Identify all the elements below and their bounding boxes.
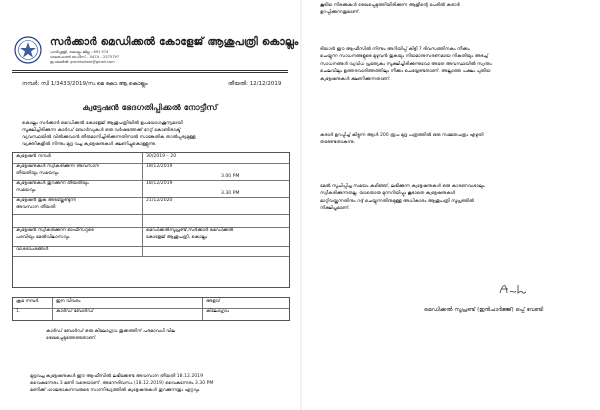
item-quantity: കിലോഗ്രാം (206, 309, 230, 314)
column-header: ക്രമ നമ്പർ (13, 298, 53, 308)
header-rule (12, 70, 288, 71)
quotation-details-table (12, 152, 290, 288)
text-line: നിക്ഷിപ്തമാണ്. (320, 206, 350, 212)
text-line: സാധനങ്ങൾ വ്യവിധ പ്രത്യേകം സൂക്ഷിച്ചിരിക്കുന്നുവോ അതേ അവസ്ഥയിൽ സ്വന്തം (320, 61, 492, 67)
table-row (13, 163, 289, 181)
text-line: രേഖപ്പെടുത്തേണ്ടതാണ്. (46, 336, 97, 341)
detail-label: വിശദാംശങ്ങൾ (13, 246, 143, 256)
contract-paragraph (320, 2, 588, 17)
table-row (13, 197, 289, 215)
text-line: വ്യക്തികളിൽ നിന്നും മുദ്ര വച്ച ക്വട്ടേഷനുകൾ ക്ഷണിച്ചുകൊള്ളുന്നു. (22, 142, 157, 147)
email-line: ഇ-മെയിൽ: gmchkollam@gmail.com (50, 60, 115, 64)
item-number: 1. (13, 308, 53, 320)
signature-mark (498, 281, 528, 297)
text-line: കൊല്ലം സർക്കാർ മെഡിക്കൽ കോളേജ് ആശുപത്രിയിൽ ഉപയോഗശൂന്യമായി (22, 121, 183, 126)
detail-value: 18/12/2019 (146, 164, 173, 169)
detail-label: ക്വട്ടേഷനുകൾ സ്വീകരിക്കുന്ന അവസാന തീയതിയും സമയവും (13, 163, 143, 180)
text-line: വ്യവസ്ഥയിൽ വിൽക്കുവാൻ തീരുമാനിച്ചിരിക്കുന്നതിനാൽ സാങ്കേതിക താൽപ്പര്യമുള്ള (22, 135, 196, 140)
text-line: കരാർ ഉറപ്പിച്ച് കിട്ടുന്ന ആൾ 200 രൂപ മുദ്ര പത്രത്തിൽ ഒരു സമ്മതപത്രം എഴുതി (320, 133, 484, 138)
items-table (12, 297, 290, 321)
text-line: ഉറപ്പിക്കുന്നതുമാണ്. (320, 10, 361, 16)
intro-paragraph (22, 120, 290, 148)
text-line: സ്വീകരിക്കുന്നതല്ല. യാതൊരു മുന്നറിയിപ്പും കൂടാതെ ക്വട്ടേഷനുകൾ (320, 191, 456, 197)
detail-label: ക്വട്ടേഷൻ നമ്പർ (13, 153, 143, 163)
right-document-page (302, 0, 600, 410)
opening-time: 3.30 PM (221, 191, 240, 196)
text-line: ക്വട്ടേഷനുകൾ ക്ഷണിക്കുന്നതാണ്. (320, 76, 391, 82)
detail-value: മെഡിക്കൽസൂപ്രണ്ട്,സർക്കാർ മെഡിക്കൽ കോളേജ് ആശുപത്രി, കൊല്ലം (146, 228, 234, 240)
text-line: കാർഡ് ബോർഡ് ഒരു കിലോഗ്രാം തൂക്കത്തിന് പരമാവധി വില (46, 329, 176, 334)
removal-paragraph (320, 46, 588, 83)
address-line: പാരിപ്പള്ളി, കൊല്ലം ജില്ല – 691 574 (50, 50, 109, 54)
detail-label: ക്വട്ടേഷൻ തുക അടയ്ക്കേണ്ടുന്ന അവസാന തീയതി (13, 197, 143, 214)
notice-subject: ക്വട്ടേഷൻ ഭേദഗതിപ്പിക്കൽ നോട്ടീസ് (82, 103, 218, 112)
detail-value: 18/12/2019 (146, 181, 173, 186)
text-line: മേൽ സൂചിപ്പിച്ച സമയം കഴിഞ്ഞ്, ലഭിക്കുന്ന ക്വട്ടേഷനുകൾ ഒരു കാരണവശാലും (320, 184, 485, 189)
reference-date: തീയതി: 12/12/2019 (228, 81, 282, 87)
signatory-designation: മെഡിക്കൽ സൂപ്രണ്ട് (ഇൻചാർജ്ജ്) ഒപ്പ് വേണ്ടി (424, 307, 544, 313)
detail-label: ക്വട്ടേഷനുകൾ തുറക്കുന്ന തീയതിയും സമയവും (13, 180, 143, 197)
rights-paragraph (320, 183, 588, 213)
text-line: ചെലവിലും ഉത്തരവാദിത്തത്തിലും നീക്കം ചെയ്യേണ്ടതാണ്. അല്ലാത്ത പക്ഷം പുതിയ (320, 69, 491, 75)
text-line: ചെയ്യുന്ന സാധനങ്ങളുടെ മുഴുവൻ തുകയും നിയമാനുസരണമായ നികുതിയും അടച്ച് (320, 54, 488, 60)
kerala-seal-emblem (14, 36, 42, 64)
item-name: കാർഡ് ബോർഡ് (53, 308, 203, 320)
text-line: മാറ്റിവയ്ക്കുന്നതിനും റദ്ദ് ചെയ്യുന്നതിനുമുള്ള അധികാരം ആശുപത്രി സൂപ്രണ്ടിൽ (320, 198, 474, 204)
text-line: ടിയാൻ ഈ ആഫീസിൽ നിന്നും അറിയിപ്പ് കിട്ടി 7 ദിവസത്തിനകം നീക്കം (320, 47, 470, 52)
price-note (46, 328, 290, 342)
stamp-paper-paragraph (320, 132, 588, 147)
table-row (13, 214, 289, 228)
text-line: മുദ്രവച്ച ക്വട്ടേഷനുകൾ ഈ ആഫീസിൽ ലഭിക്കേണ്ട അവസാന തീയതി 18.12.2019 (30, 374, 204, 379)
column-header: അളവ് (206, 299, 220, 304)
column-header: ഇന വിവരം (53, 298, 203, 308)
detail-label: ക്വട്ടേഷൻ സ്വീകരിക്കുന്ന ഓഫീസറുടെ പദവിയും മേൽവിലാസവും (13, 227, 143, 246)
table-row (13, 227, 289, 247)
text-line: സൂക്ഷിച്ചിരിക്കുന്ന കാർഡ് ബോർഡുകൾ ഒരു വർഷത്തേക്ക് റേറ്റ് കോൺട്രാക്ട് (22, 128, 181, 133)
text-line: വൈകുന്നേരം 3 മണി വരെയാണ്. അന്നേദിവസം (18.12.2019) വൈകുന്നേരം 3.30 PM (30, 381, 214, 386)
closing-time: 3.00 PM (221, 174, 240, 179)
table-row (13, 308, 289, 320)
detail-value: 30/2019 – 20 (146, 154, 177, 159)
hospital-title: സർക്കാർ മെഡിക്കൽ കോളേജ് ആശുപത്രി കൊല്ലം (50, 36, 299, 48)
deadline-paragraph (30, 373, 292, 394)
reference-number: നമ്പർ: സി 1/3433/2019/സ.മെ കോ.ആ.കൊല്ലം (22, 81, 148, 87)
phone-line: ടെലഫോൺ ഓഫീസ് – 0474 – 2575797 (50, 55, 120, 59)
table-row (13, 180, 289, 198)
text-line: കൂടിയ നിരക്കുകൾ രേഖപ്പെടുത്തിയിരിക്കുന്ന ആളിന്റെ പേരിൽ കരാർ (320, 3, 460, 8)
text-line: മണിക്ക് ഹാജരാകുന്നവരുടെ സാന്നിദ്ധ്യത്തിൽ ക്വട്ടേഷനുകൾ തുറക്കുന്നതും ഏറ്റവും (30, 388, 200, 393)
detail-value: 21/12/2020 (146, 198, 173, 203)
text-line: തരേണ്ടതാകുന്നു. (320, 140, 356, 146)
header-rule-thin (12, 72, 288, 73)
